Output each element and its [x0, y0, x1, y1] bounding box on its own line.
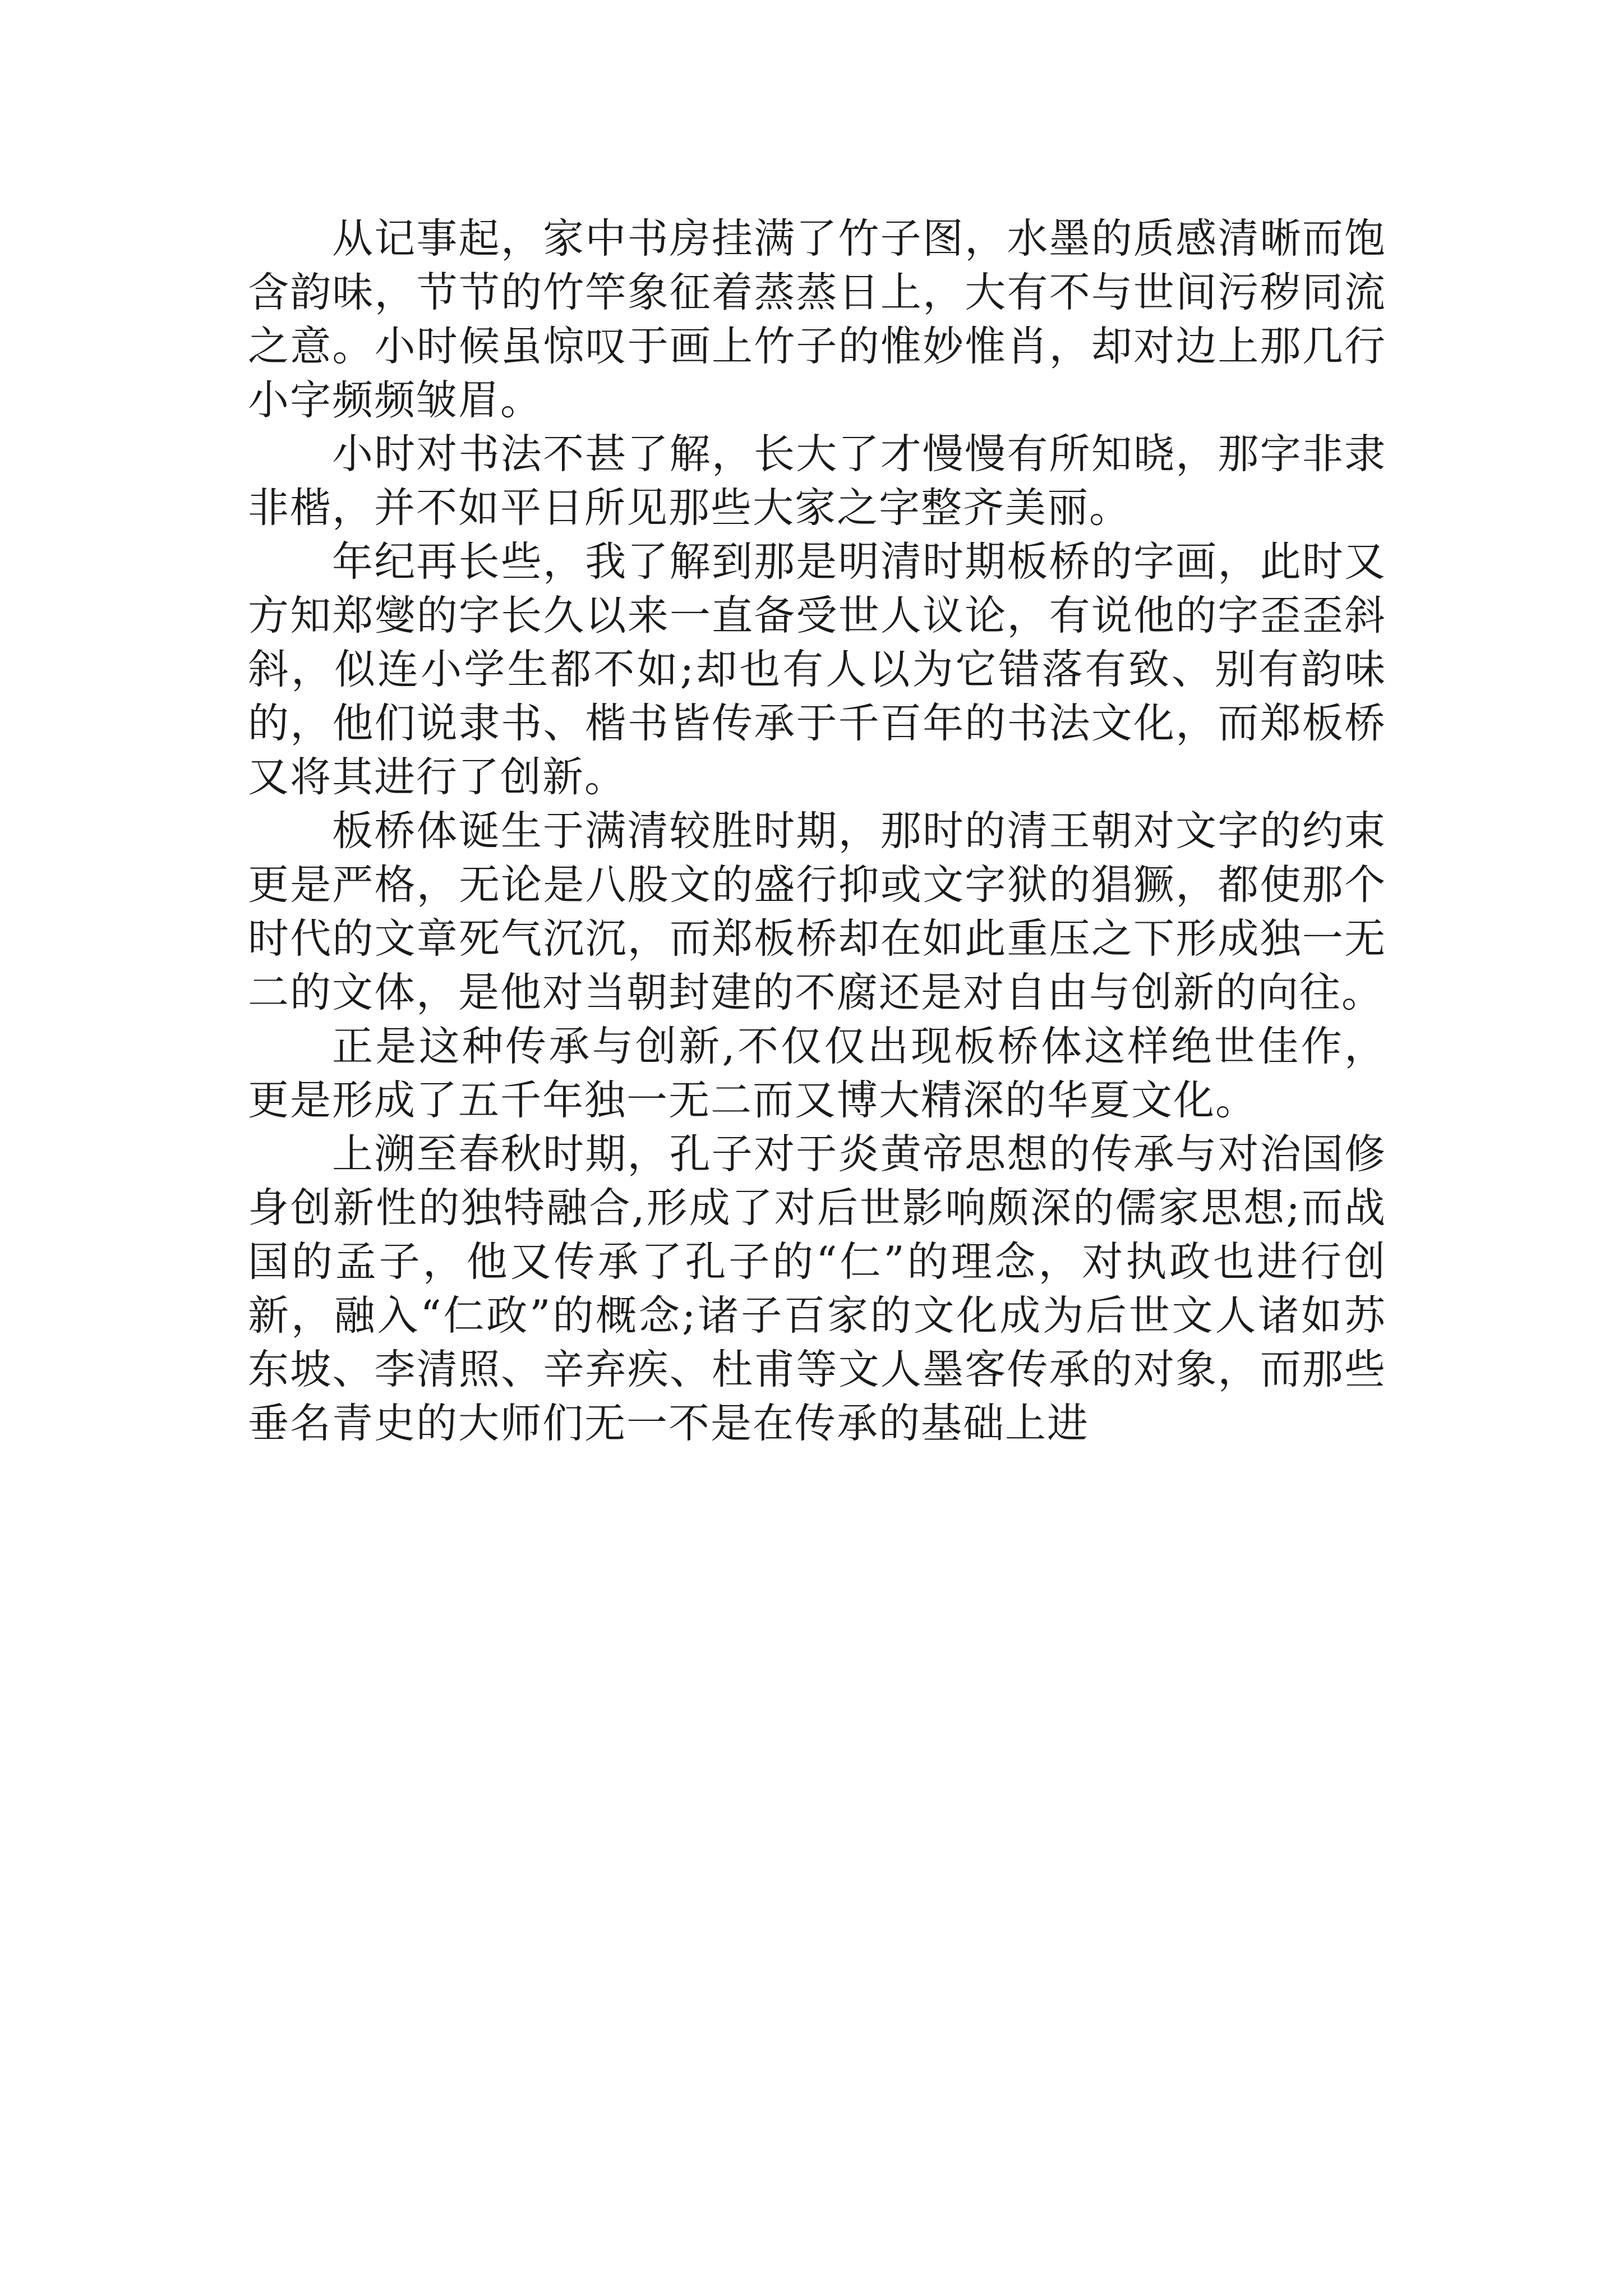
- paragraph: 上溯至春秋时期，孔子对于炎黄帝思想的传承与对治国修身创新性的独特融合,形成了对后世影响颇深的儒家思想;而战国的孟子，他又传承了孔子的“仁”的理念，对执政也进行创新，融入“仁政”的概念;诸子百家的文化成为后世文人诸如苏东坡、李清照、辛弃疾、杜甫等文人墨客传承的对象，而那些垂名青史的大师们无一不是在传承的基础上进: [248, 1130, 1386, 1447]
- paragraph: 年纪再长些，我了解到那是明清时期板桥的字画，此时又方知郑燮的字长久以来一直备受世人议论，有说他的字歪歪斜斜，似连小学生都不如;却也有人以为它错落有致、别有韵味的，他们说隶书、楷书皆传承于千百年的书法文化，而郑板桥又将其进行了创新。: [248, 538, 1386, 801]
- paragraph: 板桥体诞生于满清较胜时期，那时的清王朝对文字的约束更是严格，无论是八股文的盛行抑或文字狱的猖獗，都使那个时代的文章死气沉沉，而郑板桥却在如此重压之下形成独一无二的文体，是他对当朝封建的不腐还是对自由与创新的向往。: [248, 807, 1386, 1016]
- paragraph: 从记事起，家中书房挂满了竹子图，水墨的质感清晰而饱含韵味，节节的竹竿象征着蒸蒸日上，大有不与世间污秽同流之意。小时候虽惊叹于画上竹子的惟妙惟肖，却对边上那几行小字频频皱眉。: [248, 215, 1386, 424]
- paragraph: 小时对书法不甚了解，长大了才慢慢有所知晓，那字非隶非楷，并不如平日所见那些大家之字整齐美丽。: [248, 430, 1386, 532]
- document-page: [248, 212, 1386, 1451]
- paragraph: 正是这种传承与创新,不仅仅出现板桥体这样绝世佳作，更是形成了五千年独一无二而又博大精深的华夏文化。: [248, 1023, 1386, 1124]
